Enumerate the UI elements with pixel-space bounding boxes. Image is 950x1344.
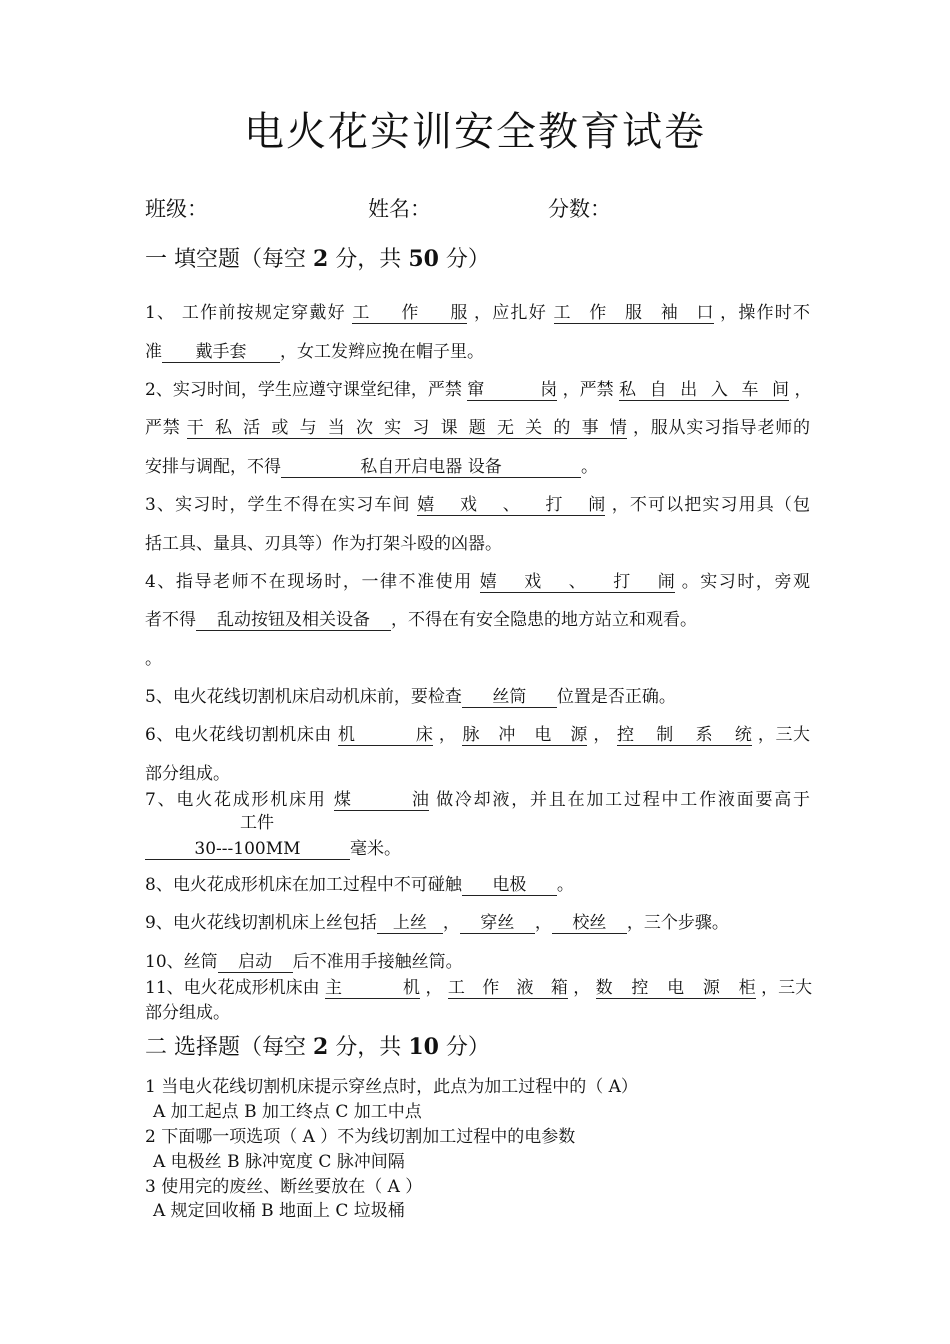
question-4-line-3: 。 — [145, 649, 162, 669]
answer-blank: 嬉戏、打闹 — [417, 495, 606, 515]
choice-3-options: A 规定回收桶 B 地面上 C 垃圾桶 — [153, 1201, 405, 1221]
question-7-line-2: 工件 — [240, 813, 274, 833]
answer-blank: 嬉戏、打闹 — [479, 572, 675, 592]
answer-blank: 上丝 — [377, 913, 443, 934]
choice-1-options: A 加工起点 B 加工终点 C 加工中点 — [153, 1102, 422, 1122]
question-4-line-1: 4、指导老师不在现场时，一律不准使用 嬉戏、打闹 。实习时，旁观 — [145, 572, 811, 592]
answer-blank: 私自开启电器 设备 — [281, 457, 581, 478]
question-4-line-2: 者不得 乱动按钮及相关设备 ，不得在有安全隐患的地方站立和观看。 — [145, 610, 697, 630]
answer-blank: 电极 — [462, 875, 557, 896]
question-1-line-2: 准 戴手套 ，女工发辫应挽在帽子里。 — [145, 342, 484, 362]
answer-blank: 乱动按钮及相关设备 — [196, 610, 391, 631]
answer-blank: 丝筒 — [462, 687, 557, 708]
question-5-line-1: 5、电火花线切割机床启动机床前，要检查 丝筒 位置是否正确。 — [145, 687, 676, 707]
answer-blank: 启动 — [218, 952, 293, 973]
question-10-line-1: 10、丝筒 启动 后不准用手接触丝筒。 — [145, 952, 463, 972]
answer-blank: 控制系统 — [616, 725, 752, 745]
answer-blank: 工作服 — [352, 303, 468, 323]
section-fill-in-heading: 一 填空题（每空 2 分，共 50 分） — [145, 246, 490, 272]
question-2-line-1: 2、实习时间，学生应遵守课堂纪律，严禁 窜岗 ，严禁 私自出入车间 ， — [145, 380, 812, 400]
answer-blank: 脉冲电源 — [462, 725, 588, 745]
answer-blank: 工作服袖口 — [553, 303, 714, 323]
question-11-line-1: 11、电火花成形机床由 主机 ， 工作液箱 ， 数控电源柜 ，三大 — [145, 978, 813, 998]
section-choice-heading: 二 选择题（每空 2 分，共 10 分） — [145, 1034, 490, 1060]
question-6-line-2: 部分组成。 — [145, 764, 230, 784]
question-1-line-1: 1、 工作前按规定穿戴好 工作服 ，应扎好 工作服袖口 ，操作时不 — [145, 303, 811, 323]
answer-blank: 工作液箱 — [447, 978, 568, 998]
score-label: 分数： — [548, 197, 611, 221]
answer-blank: 煤油 — [333, 790, 429, 810]
answer-blank: 主机 — [325, 978, 421, 998]
question-3-line-1: 3、实习时，学生不得在实习车间 嬉戏、打闹 ，不可以把实习用具（包 — [145, 495, 810, 515]
question-7-line-1: 7、电火花成形机床用 煤油 做冷却液，并且在加工过程中工作液面要高于 — [145, 790, 811, 810]
question-8-line-1: 8、电火花成形机床在加工过程中不可碰触 电极 。 — [145, 875, 574, 895]
choice-3-question: 3 使用完的废丝、断丝要放在（ A ） — [145, 1177, 423, 1197]
answer-blank: 机床 — [337, 725, 433, 745]
answer-blank: 私自出入车间 — [619, 380, 790, 400]
question-7-line-3: 30---100MM 毫米。 — [145, 838, 810, 860]
class-label: 班级： — [145, 197, 208, 221]
answer-blank: 窜岗 — [467, 380, 558, 400]
question-3-line-2: 括工具、量具、刃具等）作为打架斗殴的凶器。 — [145, 534, 502, 554]
question-9-line-1: 9、电火花线切割机床上丝包括 上丝 ， 穿丝 ， 校丝 ，三个步骤。 — [145, 913, 729, 933]
choice-2-options: A 电极丝 B 脉冲宽度 C 脉冲间隔 — [153, 1152, 405, 1172]
name-label: 姓名： — [368, 197, 431, 221]
answer-blank: 干私活或与当次实习课题无关的事情 — [186, 418, 627, 438]
answer-blank: 穿丝 — [460, 913, 535, 934]
question-2-line-2: 严禁 干私活或与当次实习课题无关的事情 ，服从实习指导老师的 — [145, 418, 811, 438]
question-2-line-3: 安排与调配，不得 私自开启电器 设备 。 — [145, 457, 598, 477]
choice-2-question: 2 下面哪一项选项（ A ）不为线切割加工过程中的电参数 — [145, 1127, 576, 1147]
answer-blank: 校丝 — [552, 913, 627, 934]
question-6-line-1: 6、电火花线切割机床由 机床 ， 脉冲电源 ， 控制系统 ，三大 — [145, 725, 811, 745]
answer-blank: 数控电源柜 — [595, 978, 756, 998]
question-11-line-2: 部分组成。 — [145, 1003, 230, 1023]
choice-1-question: 1 当电火花线切割机床提示穿丝点时，此点为加工过程中的（ A） — [145, 1077, 638, 1097]
answer-blank: 30---100MM — [145, 839, 350, 860]
answer-blank: 戴手套 — [162, 342, 280, 363]
exam-title: 电火花实训安全教育试卷 — [244, 109, 706, 155]
